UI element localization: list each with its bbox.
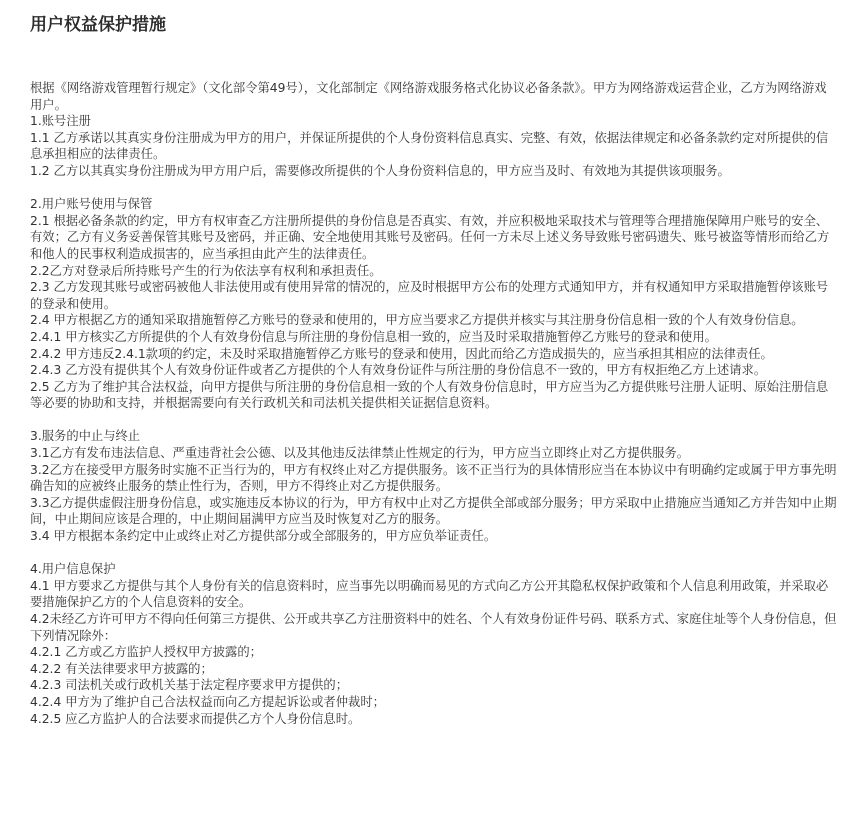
clause-paragraph: 4.2未经乙方许可甲方不得向任何第三方提供、公开或共享乙方注册资料中的姓名、个人有效身份证件号码、联系方式、家庭住址等个人身份信息，但下列情况除外： [30,612,837,643]
intro-paragraph: 根据《网络游戏管理暂行规定》（文化部令第49号），文化部制定《网络游戏服务格式化协议必备条款》。甲方为网络游戏运营企业，乙方为网络游戏用户。 [30,81,827,112]
section-heading-service-termination: 3.服务的中止与终止 [30,429,141,444]
section-heading-account-use: 2.用户账号使用与保管 [30,197,153,212]
section-service-termination [30,445,837,545]
clause-paragraph: 3.4 甲方根据本条约定中止或终止对乙方提供部分或全部服务的，甲方应负举证责任。 [30,529,497,544]
clause-paragraph: 2.3 乙方发现其账号或密码被他人非法使用或有使用异常的情况的，应及时根据甲方公布的处理方式通知甲方，并有权通知甲方采取措施暂停该账号的登录和使用。 [30,280,829,311]
clause-paragraph: 2.4 甲方根据乙方的通知采取措施暂停乙方账号的登录和使用的，甲方应当要求乙方提供并核实与其注册身份信息相一致的个人有效身份信息。 [30,313,804,328]
clause-paragraph: 2.4.3 乙方没有提供其个人有效身份证件或者乙方提供的个人有效身份证件与所注册的身份信息不一致的，甲方有权拒绝乙方上述请求。 [30,363,767,378]
clause-paragraph: 2.4.2 甲方违反2.4.1款项的约定，未及时采取措施暂停乙方账号的登录和使用，因此而给乙方造成损失的，应当承担其相应的法律责任。 [30,346,773,361]
clause-paragraph: 2.1 根据必备条款的约定，甲方有权审查乙方注册所提供的身份信息是否真实、有效，并应积极地采取技术与管理等合理措施保障用户账号的安全、有效；乙方有义务妥善保管其账号及密码，并正确、安全地使用其账号及密码。任何一方未尽上述义务导致账号密码遗失、账号被盗等情形而给乙方和他人的民事权利造成损害的，应当承担由此产生的法律责任。 [30,213,830,261]
clause-paragraph: 4.2.3 司法机关或行政机关基于法定程序要求甲方提供的； [30,678,349,693]
clause-paragraph: 2.4.1 甲方核实乙方所提供的个人有效身份信息与所注册的身份信息相一致的，应当及时采取措施暂停乙方账号的登录和使用。 [30,329,717,344]
clause-paragraph: 3.3乙方提供虚假注册身份信息，或实施违反本协议的行为，甲方有权中止对乙方提供全部或部分服务；甲方采取中止措施应当通知乙方并告知中止期间，中止期间应该是合理的，中止期间届满甲方应当及时恢复对乙方的服务。 [30,495,837,527]
section-account-registration [30,130,837,180]
clause-paragraph: 1.2 乙方以其真实身份注册成为甲方用户后，需要修改所提供的个人身份资料信息的，甲方应当及时、有效地为其提供该项服务。 [30,163,730,178]
clause-paragraph: 4.2.5 应乙方监护人的合法要求而提供乙方个人身份信息时。 [30,711,361,726]
section-user-info-protection [30,578,837,727]
section-heading-account-registration: 1.账号注册 [30,114,91,129]
document-body [30,80,837,727]
clause-paragraph: 4.1 甲方要求乙方提供与其个人身份有关的信息资料时，应当事先以明确而易见的方式向乙方公开其隐私权保护政策和个人信息利用政策，并采取必要措施保护乙方的个人信息资料的安全。 [30,578,829,610]
clause-paragraph: 2.5 乙方为了维护其合法权益，向甲方提供与所注册的身份信息相一致的个人有效身份信息时，甲方应当为乙方提供账号注册人证明、原始注册信息等必要的协助和支持，并根据需要向有关行政机关和司法机关提供相关证据信息资料。 [30,379,829,411]
clause-paragraph: 3.2乙方在接受甲方服务时实施不正当行为的，甲方有权终止对乙方提供服务。该不正当行为的具体情形应当在本协议中有明确约定或属于甲方事先明确告知的应被终止服务的禁止性行为，否则，甲方不得终止对乙方提供服务。 [30,462,837,494]
page-title: 用户权益保护措施 [30,15,166,35]
section-heading-user-info-protection: 4.用户信息保护 [30,562,116,577]
clause-paragraph: 4.2.4 甲方为了维护自己合法权益而向乙方提起诉讼或者仲裁时； [30,694,385,709]
section-account-use [30,213,837,412]
clause-paragraph: 4.2.2 有关法律要求甲方披露的； [30,661,213,676]
clause-paragraph: 1.1 乙方承诺以其真实身份注册成为甲方的用户，并保证所提供的个人身份资料信息真实、完整、有效，依据法律规定和必备条款约定对所提供的信息承担相应的法律责任。 [30,130,829,162]
clause-paragraph: 2.2乙方对登录后所持账号产生的行为依法享有权利和承担责任。 [30,263,382,278]
clause-paragraph: 3.1乙方有发布违法信息、严重违背社会公德、以及其他违反法律禁止性规定的行为，甲方应当立即终止对乙方提供服务。 [30,446,689,461]
clause-paragraph: 4.2.1 乙方或乙方监护人授权甲方披露的； [30,645,262,660]
